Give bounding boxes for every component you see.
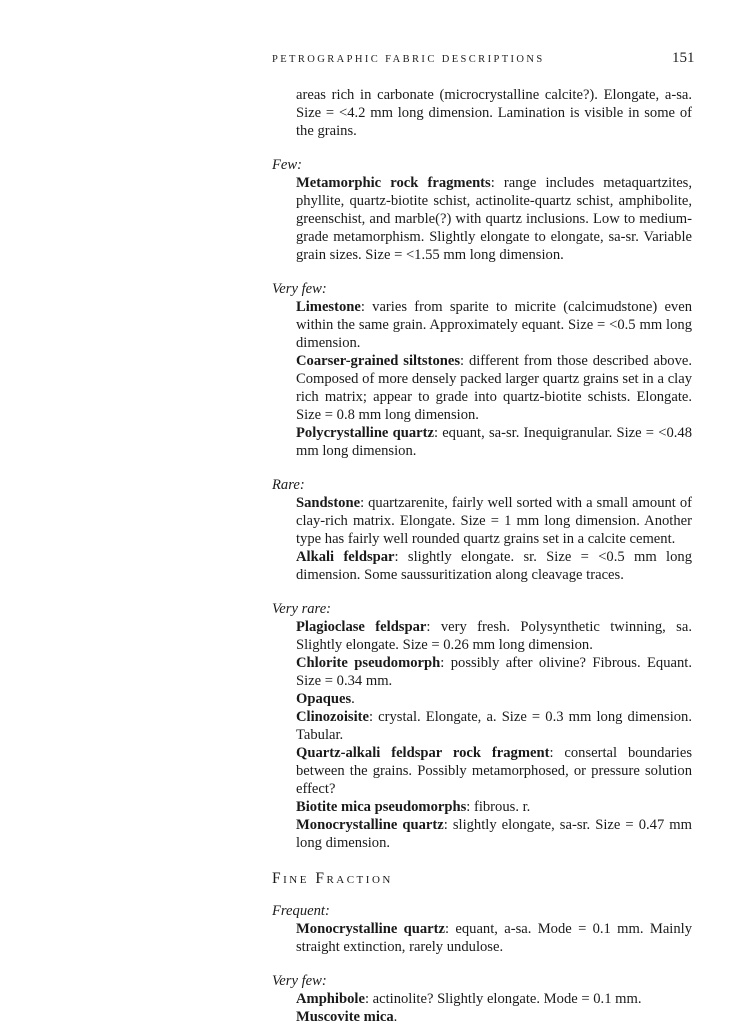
entry-description: : different from those described above. Composed of more densely packed larger quartz grains set in a clay rich matrix; appear to grade into quartz-biotite schists. Elongate. Size = 0.8 mm long dimension. xyxy=(296,353,692,423)
entry xyxy=(272,744,692,798)
entry xyxy=(272,298,692,352)
entry-term: Chlorite pseudomorph xyxy=(296,655,441,671)
entry-description: : actinolite? Slightly elongate. Mode = 0.1 mm. xyxy=(364,991,642,1007)
entry-term: Clinozoisite xyxy=(296,709,369,725)
category-label: Very few: xyxy=(272,281,327,297)
entry-term: Amphibole xyxy=(296,991,365,1007)
category-label: Very rare: xyxy=(272,601,332,617)
entry-term: Monocrystalline quartz xyxy=(296,921,445,937)
entry xyxy=(272,654,692,690)
entry-term: Opaques xyxy=(296,691,352,707)
entry xyxy=(272,494,692,548)
entry-description: : equant, a-sa. Mode = 0.1 mm. Mainly straight extinction, rarely undulose. xyxy=(296,921,693,955)
category-label: Frequent: xyxy=(272,903,330,919)
page-body xyxy=(272,86,692,1026)
entry xyxy=(272,548,692,584)
entry xyxy=(272,798,692,816)
entry xyxy=(272,174,692,264)
section-title: Fine Fraction xyxy=(272,870,393,887)
entry-term: Muscovite mica xyxy=(296,1009,394,1025)
entry-description: : slightly elongate, sa-sr. Size = 0.47 mm long dimension. xyxy=(296,817,692,851)
entry-description: : varies from sparite to micrite (calcimudstone) even within the same grain. Approximately equant. Size = <0.5 mm long dimension. xyxy=(296,299,692,351)
entry-description: : very fresh. Polysynthetic twinning, sa. Slightly elongate. Size = 0.26 mm long dimension. xyxy=(296,619,692,653)
entry-term: Sandstone xyxy=(296,495,361,511)
entry xyxy=(272,424,692,460)
entry xyxy=(272,920,692,956)
category-label: Very few: xyxy=(272,973,327,989)
page-number: 151 xyxy=(672,50,695,66)
entry-description: : equant, sa-sr. Inequigranular. Size = <0.48 mm long dimension. xyxy=(296,425,692,459)
intro-paragraph: areas rich in carbonate (microcrystalline calcite?). Elongate, a-sa. Size = <4.2 mm long dimension. Lamination is visible in some of the grains. xyxy=(296,87,692,139)
entry xyxy=(272,618,692,654)
entry-term: Quartz-alkali feldspar rock fragment xyxy=(296,745,550,761)
entry xyxy=(272,990,692,1008)
entry-term: Biotite mica pseudomorphs xyxy=(296,799,467,815)
entry-description: . xyxy=(393,1009,398,1025)
entry xyxy=(272,708,692,744)
entry-term: Coarser-grained siltstones xyxy=(296,353,461,369)
entry-description: : slightly elongate. sr. Size = <0.5 mm long dimension. Some saussuritization along cleavage traces. xyxy=(296,549,692,583)
entry-term: Plagioclase feldspar xyxy=(296,619,427,635)
entry-term: Alkali feldspar xyxy=(296,549,395,565)
entry xyxy=(272,1008,692,1026)
entry-term: Polycrystalline quartz xyxy=(296,425,434,441)
entry xyxy=(272,690,692,708)
entry-description: : fibrous. r. xyxy=(466,799,531,815)
entry-term: Monocrystalline quartz xyxy=(296,817,444,833)
entry-description: : possibly after olivine? Fibrous. Equant. Size = 0.34 mm. xyxy=(296,655,692,689)
entry-description: : quartzarenite, fairly well sorted with a small amount of clay-rich matrix. Elongate. Size = 1 mm long dimension. Another type has fairly well rounded quartz grains set in a calcite cement. xyxy=(296,495,692,547)
entry-term: Metamorphic rock fragments xyxy=(296,175,491,191)
entry-description: . xyxy=(351,691,355,707)
entry-description: : range includes metaquartzites, phyllite, quartz-biotite schist, actinolite-quartz schist, amphibolite, greenschist, and marble(?) with quartz inclusions. Low to medium-grade metamorphism. Slightly elongate to elongate, sa-sr. Variable grain sizes. Size = <1.55 mm long dimension. xyxy=(296,175,693,263)
category-label: Few: xyxy=(272,157,302,173)
entry xyxy=(272,352,692,424)
category-label: Rare: xyxy=(272,477,305,493)
entry-description: : consertal boundaries between the grains. Possibly metamorphosed, or pressure solution effect? xyxy=(296,745,692,797)
running-head: PETROGRAPHIC FABRIC DESCRIPTIONS xyxy=(272,54,545,65)
entry-description: : crystal. Elongate, a. Size = 0.3 mm long dimension. Tabular. xyxy=(296,709,692,743)
entry-term: Limestone xyxy=(296,299,361,315)
entry xyxy=(272,816,692,852)
